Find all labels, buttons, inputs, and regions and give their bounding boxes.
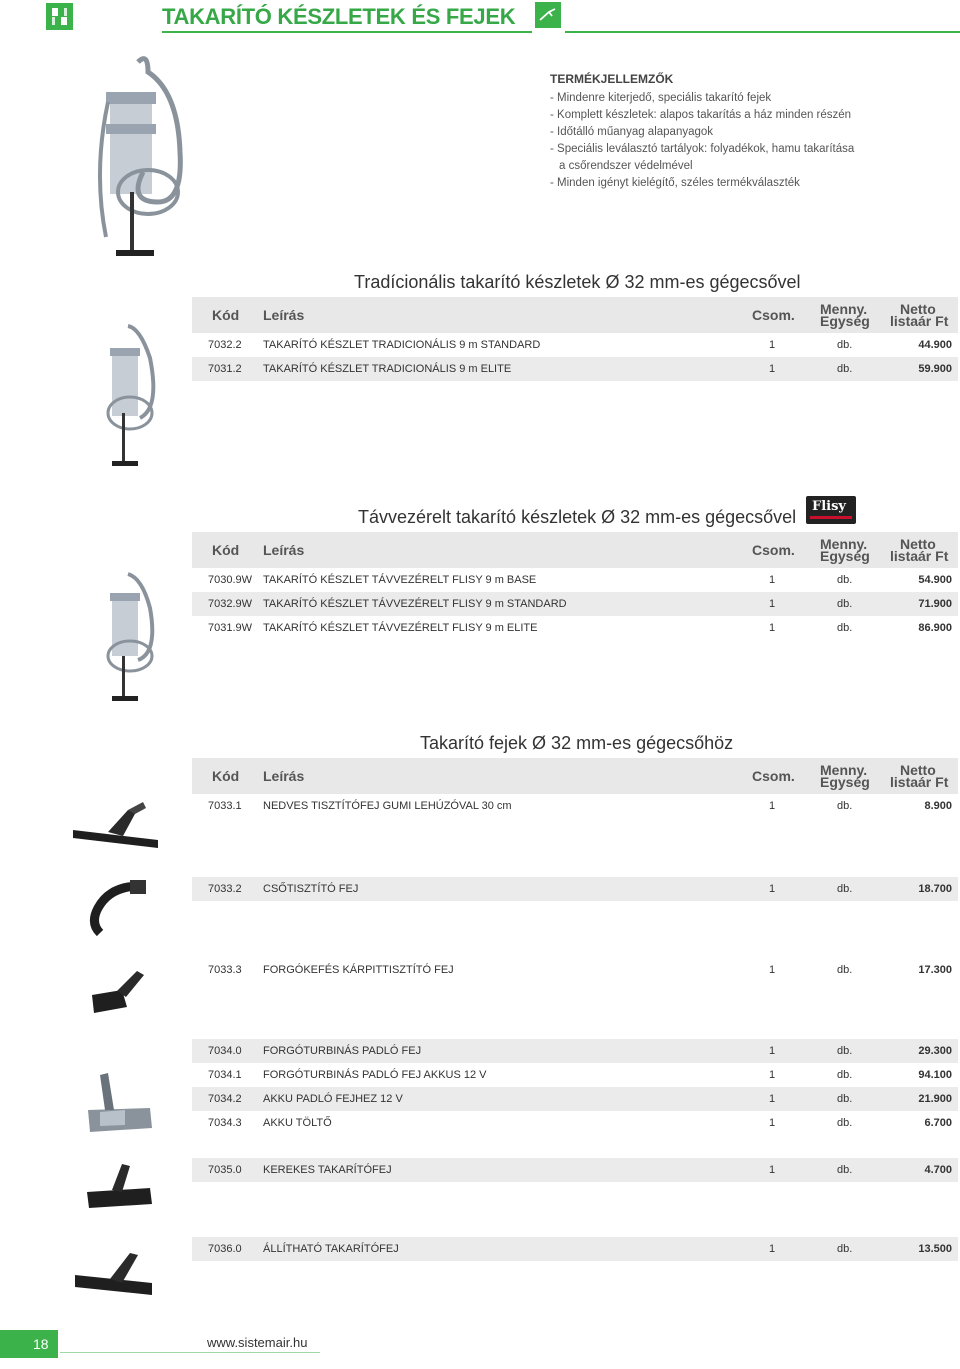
col-price-2: listaár Ft bbox=[890, 313, 949, 329]
feature-item: a csőrendszer védelmével bbox=[559, 160, 693, 172]
row-unit: db. bbox=[837, 883, 853, 895]
row-pack: 1 bbox=[769, 363, 776, 375]
row-price: 6.700 bbox=[924, 1117, 952, 1129]
table-row-group bbox=[192, 794, 958, 818]
table-row bbox=[192, 1087, 958, 1111]
row-desc: TAKARÍTÓ KÉSZLET TRADICIONÁLIS 9 m ELITE bbox=[263, 363, 512, 375]
row-pack: 1 bbox=[769, 1164, 776, 1176]
row-code: 7033.2 bbox=[208, 883, 242, 895]
row-unit: db. bbox=[837, 574, 853, 586]
table-row bbox=[192, 1158, 958, 1182]
row-price: 8.900 bbox=[924, 800, 952, 812]
adjustable-head-image bbox=[70, 1245, 160, 1305]
col-unit-1: Menny. bbox=[820, 536, 868, 552]
row-pack: 1 bbox=[769, 800, 776, 812]
row-pack: 1 bbox=[769, 1243, 776, 1255]
table-row bbox=[192, 794, 958, 818]
row-pack: 1 bbox=[769, 574, 776, 586]
header-divider bbox=[162, 31, 532, 33]
brand-logo-icon bbox=[46, 3, 73, 30]
row-code: 7034.1 bbox=[208, 1069, 242, 1081]
col-desc: Leírás bbox=[263, 768, 305, 784]
row-desc: ÁLLÍTHATÓ TAKARÍTÓFEJ bbox=[263, 1243, 399, 1255]
table-header bbox=[192, 297, 958, 333]
col-unit-1: Menny. bbox=[820, 762, 868, 778]
table-row-group bbox=[192, 1039, 958, 1135]
wheeled-head-image bbox=[82, 1160, 157, 1215]
flisy-badge-text: Flisy bbox=[812, 499, 846, 514]
col-unit-1: Menny. bbox=[820, 301, 868, 317]
row-code: 7035.0 bbox=[208, 1164, 242, 1176]
col-unit-2: Egység bbox=[820, 774, 870, 790]
row-price: 4.700 bbox=[924, 1164, 952, 1176]
table-row bbox=[192, 958, 958, 982]
row-unit: db. bbox=[837, 339, 853, 351]
table-row bbox=[192, 333, 958, 357]
footer-divider bbox=[60, 1352, 320, 1353]
row-desc: TAKARÍTÓ KÉSZLET TÁVVEZÉRELT FLISY 9 m ELITE bbox=[263, 622, 538, 634]
row-unit: db. bbox=[837, 622, 853, 634]
col-price-1: Netto bbox=[900, 762, 936, 778]
col-pack: Csom. bbox=[752, 307, 795, 323]
row-unit: db. bbox=[837, 1117, 853, 1129]
col-desc: Leírás bbox=[263, 307, 305, 323]
table-row bbox=[192, 568, 958, 592]
page-number bbox=[0, 1330, 58, 1358]
table-row bbox=[192, 1039, 958, 1063]
row-pack: 1 bbox=[769, 883, 776, 895]
table-row-group bbox=[192, 958, 958, 982]
table-header bbox=[192, 532, 958, 568]
table-row bbox=[192, 357, 958, 381]
row-code: 7036.0 bbox=[208, 1243, 242, 1255]
page-title: TAKARÍTÓ KÉSZLETEK ÉS FEJEK bbox=[162, 4, 516, 29]
row-code: 7030.9W bbox=[208, 574, 253, 586]
row-unit: db. bbox=[837, 1069, 853, 1081]
feature-item: - Komplett készletek: alapos takarítás a ház minden részén bbox=[550, 109, 852, 121]
row-unit: db. bbox=[837, 1093, 853, 1105]
row-unit: db. bbox=[837, 598, 853, 610]
col-pack: Csom. bbox=[752, 542, 795, 558]
row-price: 86.900 bbox=[918, 622, 952, 634]
row-price: 13.500 bbox=[918, 1243, 952, 1255]
feature-item: - Időtálló műanyag alapanyagok bbox=[550, 126, 714, 138]
row-unit: db. bbox=[837, 1243, 853, 1255]
row-desc: TAKARÍTÓ KÉSZLET TÁVVEZÉRELT FLISY 9 m STANDARD bbox=[263, 598, 567, 610]
col-pack: Csom. bbox=[752, 768, 795, 784]
row-pack: 1 bbox=[769, 964, 776, 976]
features-title: TERMÉKJELLEMZŐK bbox=[550, 72, 674, 86]
table-row-group bbox=[192, 877, 958, 901]
row-code: 7033.3 bbox=[208, 964, 242, 976]
table-row bbox=[192, 592, 958, 616]
row-code: 7034.0 bbox=[208, 1045, 242, 1057]
table-row bbox=[192, 616, 958, 640]
table-row bbox=[192, 1063, 958, 1087]
traditional-kits-table bbox=[192, 297, 958, 381]
footer-website-link[interactable]: www.sistemair.hu bbox=[207, 1335, 308, 1350]
col-price-1: Netto bbox=[900, 536, 936, 552]
row-code: 7032.2 bbox=[208, 339, 242, 351]
row-desc: FORGÓTURBINÁS PADLÓ FEJ AKKUS 12 V bbox=[263, 1069, 487, 1081]
col-price-2: listaár Ft bbox=[890, 774, 949, 790]
feature-item: - Speciális leválasztó tartályok: folyadékok, hamu takarítása bbox=[550, 143, 855, 155]
row-pack: 1 bbox=[769, 1117, 776, 1129]
row-pack: 1 bbox=[769, 339, 776, 351]
page-number-text: 18 bbox=[33, 1336, 49, 1352]
row-unit: db. bbox=[837, 363, 853, 375]
col-unit-2: Egység bbox=[820, 548, 870, 564]
section-title-remote: Távvezérelt takarító készletek Ø 32 mm-es gégecsővel bbox=[358, 507, 797, 527]
row-desc: AKKU TÖLTŐ bbox=[263, 1117, 332, 1129]
remote-kit-image bbox=[100, 568, 170, 708]
upholstery-brush-head-image bbox=[82, 965, 152, 1020]
remote-kits-table bbox=[192, 532, 958, 640]
table-header bbox=[192, 758, 958, 794]
row-code: 7031.2 bbox=[208, 363, 242, 375]
row-code: 7034.2 bbox=[208, 1093, 242, 1105]
row-pack: 1 bbox=[769, 598, 776, 610]
row-unit: db. bbox=[837, 1045, 853, 1057]
row-unit: db. bbox=[837, 1164, 853, 1176]
cleaning-kit-image bbox=[88, 52, 198, 267]
feature-item: - Minden igényt kielégítő, széles termékválaszték bbox=[550, 177, 800, 189]
row-price: 21.900 bbox=[918, 1093, 952, 1105]
table-row-group bbox=[192, 1158, 958, 1182]
feature-item: - Mindenre kiterjedő, speciális takarító fejek bbox=[550, 92, 772, 104]
row-desc: KEREKES TAKARÍTÓFEJ bbox=[263, 1164, 392, 1176]
row-price: 71.900 bbox=[918, 598, 952, 610]
col-unit-2: Egység bbox=[820, 313, 870, 329]
row-code: 7032.9W bbox=[208, 598, 253, 610]
row-price: 44.900 bbox=[918, 339, 952, 351]
row-price: 18.700 bbox=[918, 883, 952, 895]
col-desc: Leírás bbox=[263, 542, 305, 558]
row-desc: CSŐTISZTÍTÓ FEJ bbox=[263, 883, 359, 895]
header-divider-right bbox=[565, 31, 960, 33]
col-code: Kód bbox=[212, 542, 240, 558]
features-list bbox=[550, 90, 950, 192]
table-row bbox=[192, 877, 958, 901]
col-code: Kód bbox=[212, 307, 240, 323]
row-code: 7033.1 bbox=[208, 800, 242, 812]
row-code: 7031.9W bbox=[208, 622, 253, 634]
pipe-cleaning-head-image bbox=[80, 878, 150, 938]
row-pack: 1 bbox=[769, 1069, 776, 1081]
table-row-group bbox=[192, 1237, 958, 1261]
row-unit: db. bbox=[837, 964, 853, 976]
flisy-logo bbox=[806, 496, 856, 524]
row-desc: TAKARÍTÓ KÉSZLET TÁVVEZÉRELT FLISY 9 m BASE bbox=[263, 574, 537, 586]
wet-squeegee-head-image bbox=[68, 800, 163, 862]
table-row bbox=[192, 1111, 958, 1135]
row-unit: db. bbox=[837, 800, 853, 812]
turbo-floor-head-image bbox=[80, 1070, 160, 1140]
col-price-2: listaár Ft bbox=[890, 548, 949, 564]
row-desc: TAKARÍTÓ KÉSZLET TRADICIONÁLIS 9 m STANDARD bbox=[263, 339, 541, 351]
row-pack: 1 bbox=[769, 1093, 776, 1105]
traditional-kit-image bbox=[100, 318, 170, 473]
row-code: 7034.3 bbox=[208, 1117, 242, 1129]
row-price: 59.900 bbox=[918, 363, 952, 375]
row-price: 94.100 bbox=[918, 1069, 952, 1081]
row-price: 54.900 bbox=[918, 574, 952, 586]
row-desc: FORGÓTURBINÁS PADLÓ FEJ bbox=[263, 1045, 422, 1057]
row-pack: 1 bbox=[769, 1045, 776, 1057]
row-desc: FORGÓKEFÉS KÁRPITTISZTÍTÓ FEJ bbox=[263, 964, 454, 976]
row-price: 17.300 bbox=[918, 964, 952, 976]
vacuum-pipe-icon bbox=[535, 2, 561, 28]
row-desc: AKKU PADLÓ FEJHEZ 12 V bbox=[263, 1093, 403, 1105]
col-code: Kód bbox=[212, 768, 240, 784]
row-pack: 1 bbox=[769, 622, 776, 634]
row-price: 29.300 bbox=[918, 1045, 952, 1057]
row-desc: NEDVES TISZTÍTÓFEJ GUMI LEHÚZÓVAL 30 cm bbox=[263, 800, 512, 812]
section-title-heads: Takarító fejek Ø 32 mm-es gégecsőhöz bbox=[420, 733, 734, 753]
section-title-traditional: Tradícionális takarító készletek Ø 32 mm-es gégecsővel bbox=[354, 272, 801, 292]
col-price-1: Netto bbox=[900, 301, 936, 317]
table-row bbox=[192, 1237, 958, 1261]
